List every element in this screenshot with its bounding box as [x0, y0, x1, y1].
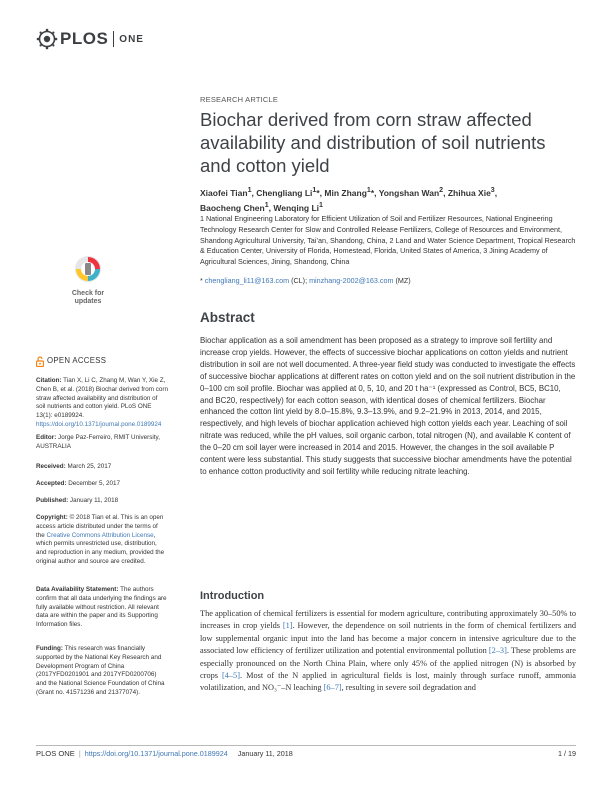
logo-journal-name: ONE	[119, 33, 144, 45]
email-link-cl[interactable]: chengliang_li11@163.com	[204, 276, 290, 285]
open-lock-icon	[36, 356, 44, 367]
citation-block: Citation: Tian X, Li C, Zhang M, Wan Y, Xie Z, Chen B, et al. (2018) Biochar derived from corn straw affected availability and distribution of soil nutrients and cotton yield. PLoS ONE 13(1): e0189924. https://doi.org/10.1371/journal.pone.0189924	[36, 377, 168, 428]
open-access-label: OPEN ACCESS	[36, 356, 168, 367]
abstract-heading: Abstract	[200, 310, 255, 325]
author-line-1: Xiaofei Tian$^1$, Chengliang Li$^1$*, Min Zhang$^1$*, Yongshan Wan$^2$, Zhihua Xie$^3$,	[200, 186, 498, 198]
footer-date: January 11, 2018	[237, 749, 293, 758]
article-type: RESEARCH ARTICLE	[200, 95, 279, 104]
page-number: 1 / 19	[558, 749, 576, 758]
reference-link[interactable]: [2–3]	[488, 646, 507, 656]
introduction-heading: Introduction	[200, 590, 265, 602]
author-line-2: Baocheng Chen$^1$, Wenqing Li$^1$	[200, 200, 323, 213]
page-footer: PLOS ONE | https://doi.org/10.1371/journal.pone.0189924 January 11, 2018 1 / 19	[36, 749, 576, 758]
author-list	[200, 184, 576, 214]
abstract-body: Biochar application as a soil amendment has been proposed as a strategy to improve soil fertility and increase crop yields. However, the effects of successive biochar applications on cotton yields and nutrient distribution in soil are not well documented. A three-year field study was conducted to investigate the effects of successive biochar applications at different rates on cotton yield and on the soil nutrient distribution in the 0–100 cm soil profile. Biochar was applied at 0, 5, 10, and 20 t ha⁻¹ (expressed as Control, BC5, BC10, and BC20, respectively) for each cotton season, with identical doses of chemical fertilizers. Biochar enhanced the cotton lint yield by 8.0–15.8%, 9.3–13.9%, and 9.2–21.9% in 2013, 2014, and 2015, respectively, and high levels of biochar application achieved high cotton yields each year. Leaching of soil nitrate was reduced, while the pH values, soil organic carbon, total nitrogen (N), and available K content of the 0–20 cm soil layer were increased in 2014 and 2015. However, the changes in the soil available P content were less substantial. This study suggests that successive biochar amendments have the potential to enhance cotton productivity and soil fertility while reducing nitrate leaching.	[200, 336, 576, 476]
crossmark-icon	[70, 254, 106, 284]
email-link-mz[interactable]: minzhang-2002@163.com	[309, 276, 394, 285]
footer-divider	[36, 745, 576, 746]
plos-one-logo	[36, 28, 144, 50]
footer-journal: PLOS ONE	[36, 749, 75, 758]
data-availability-block: Data Availability Statement: The authors confirm that all data underlying the findings are fully available without restriction. All relevant data are within the paper and its Supporting Information files.	[36, 586, 167, 629]
badge-label: Check for updates	[71, 290, 105, 305]
citation-doi-link[interactable]: https://doi.org/10.1371/journal.pone.0189924	[36, 420, 162, 428]
check-for-updates-badge[interactable]	[65, 254, 111, 304]
copyright-block: Copyright: © 2018 Tian et al. This is an open access article distributed under the terms of the Creative Commons Attribution License, which permits unrestricted use, distribution, and reproduction in any medium, provided the original author and source are credited.	[36, 514, 165, 565]
logo-divider	[113, 31, 114, 47]
reference-link[interactable]: [6–7]	[323, 683, 342, 693]
footer-doi-link[interactable]: https://doi.org/10.1371/journal.pone.0189924	[84, 749, 228, 758]
plos-logo-icon	[36, 28, 58, 50]
accepted-date: Accepted: December 5, 2017	[36, 480, 121, 487]
article-title: Biochar derived from corn straw affected availability and distribution of soil nutrients and cotton yield	[200, 109, 546, 176]
received-date: Received: March 25, 2017	[36, 463, 112, 470]
reference-link[interactable]: [4–5]	[222, 671, 240, 681]
funding-block: Funding: This research was financially supported by the National Key Research and Development Program of China (2017YFD0201901 and 2017YFD0200706) and the National Science Foundation of China (Grant no. 41571236 and 21377074).	[36, 645, 165, 696]
published-date: Published: January 11, 2018	[36, 497, 119, 504]
affiliations: 1 National Engineering Laboratory for Efficient Utilization of Soil and Fertilizer Resources, National Engineering Technology Research Center for Slow and Controlled Release Fertilizers, College of Resources and Environment, Shandong Agricultural University, Tai’an, Shandong, China, 2 Land and Water Science Department, Tropical Research & Education Center, University of Florida, Homestead, Florida, United States of America, 3 Jining Academy of Agricultural Sciences, Jining, Shandong, China	[200, 214, 576, 267]
corresponding-emails: * chengliang_li11@163.com (CL); minzhang-2002@163.com (MZ)	[200, 276, 411, 285]
reference-link[interactable]: [1]	[282, 621, 293, 631]
logo-text: PLOS	[60, 29, 109, 48]
license-link[interactable]: Creative Commons Attribution License	[46, 531, 154, 539]
editor-block: Editor: Jorge Paz-Ferreiro, RMIT University, AUSTRALIA	[36, 434, 160, 450]
introduction-body: The application of chemical fertilizers is essential for modern agriculture, contributing approximately 30–50% to increases in crop yields [1]. However, the dependence on soil nutrients in the form of chemical fertilizers and low supplemental organic input into the land has become a major concern in intensive agriculture due to the associated low efficiency of fertilizer utilization and potential environmental pollution [2–3]. These problems are especially pronounced on the North China Plain, where only 45% of the applied nitrogen (N) is absorbed by crops [4–5]. Most of the N applied in agricultural fields is lost, mainly through surface runoff, ammonia volatilization, and NO₃⁻–N leaching [6–7], resulting in severe soil degradation and	[200, 609, 577, 693]
